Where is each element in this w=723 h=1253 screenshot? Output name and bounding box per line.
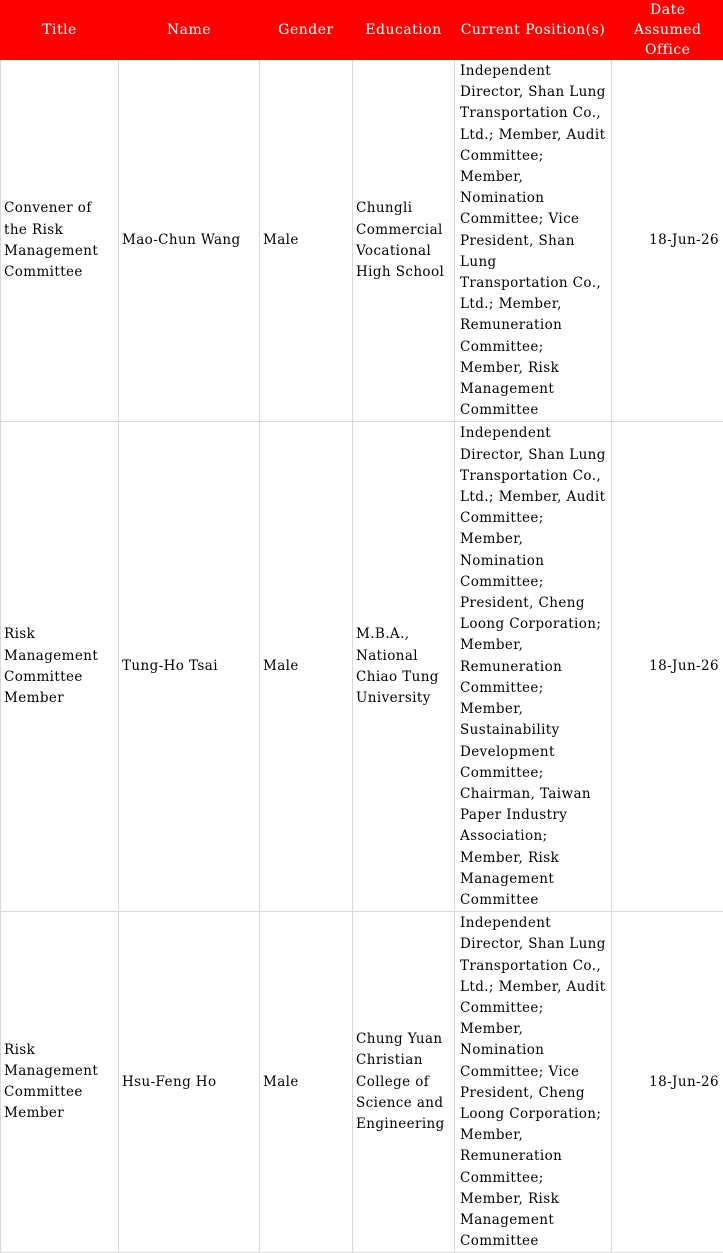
cell-name: Mao-Chun Wang: [119, 60, 260, 422]
cell-date-assumed: 18-Jun-26: [612, 912, 723, 1253]
header-row: [1, 0, 723, 60]
cell-title: Convener of the Risk Management Committee: [1, 60, 119, 422]
header-title: Title: [1, 0, 119, 60]
table-row: [1, 912, 723, 1253]
cell-title: Risk Management Committee Member: [1, 912, 119, 1253]
header-date-assumed-office: Date Assumed Office: [612, 0, 723, 60]
cell-gender: Male: [260, 912, 353, 1253]
table-body: [1, 60, 723, 1253]
table-header: [1, 0, 723, 60]
header-name: Name: [119, 0, 260, 60]
cell-current-positions: Independent Director, Shan Lung Transportation Co., Ltd.; Member, Audit Committee; Member, Nomination Committee; Vice President, Shan Lung Transportation Co., Ltd.; Member, Remuneration Committee; Member, Risk Management Committee: [455, 60, 612, 422]
cell-date-assumed: 18-Jun-26: [612, 422, 723, 912]
cell-name: Tung-Ho Tsai: [119, 422, 260, 912]
header-education: Education: [353, 0, 455, 60]
table-row: [1, 422, 723, 912]
header-current-positions: Current Position(s): [455, 0, 612, 60]
cell-title: Risk Management Committee Member: [1, 422, 119, 912]
cell-gender: Male: [260, 422, 353, 912]
cell-current-positions: Independent Director, Shan Lung Transportation Co., Ltd.; Member, Audit Committee; Member, Nomination Committee; Vice President, Cheng Loong Corporation; Member, Remuneration Committee; Member, Risk Management Committee: [455, 912, 612, 1253]
cell-education: Chungli Commercial Vocational High School: [353, 60, 455, 422]
cell-date-assumed: 18-Jun-26: [612, 60, 723, 422]
cell-current-positions: Independent Director, Shan Lung Transportation Co., Ltd.; Member, Audit Committee; Member, Nomination Committee; President, Cheng Loong Corporation; Member, Remuneration Committee; Member, Sustainability Development Committee; Chairman, Taiwan Paper Industry Association; Member, Risk Management Committee: [455, 422, 612, 912]
header-gender: Gender: [260, 0, 353, 60]
cell-gender: Male: [260, 60, 353, 422]
table-row: [1, 60, 723, 422]
cell-name: Hsu-Feng Ho: [119, 912, 260, 1253]
cell-education: M.B.A., National Chiao Tung University: [353, 422, 455, 912]
cell-education: Chung Yuan Christian College of Science and Engineering: [353, 912, 455, 1253]
